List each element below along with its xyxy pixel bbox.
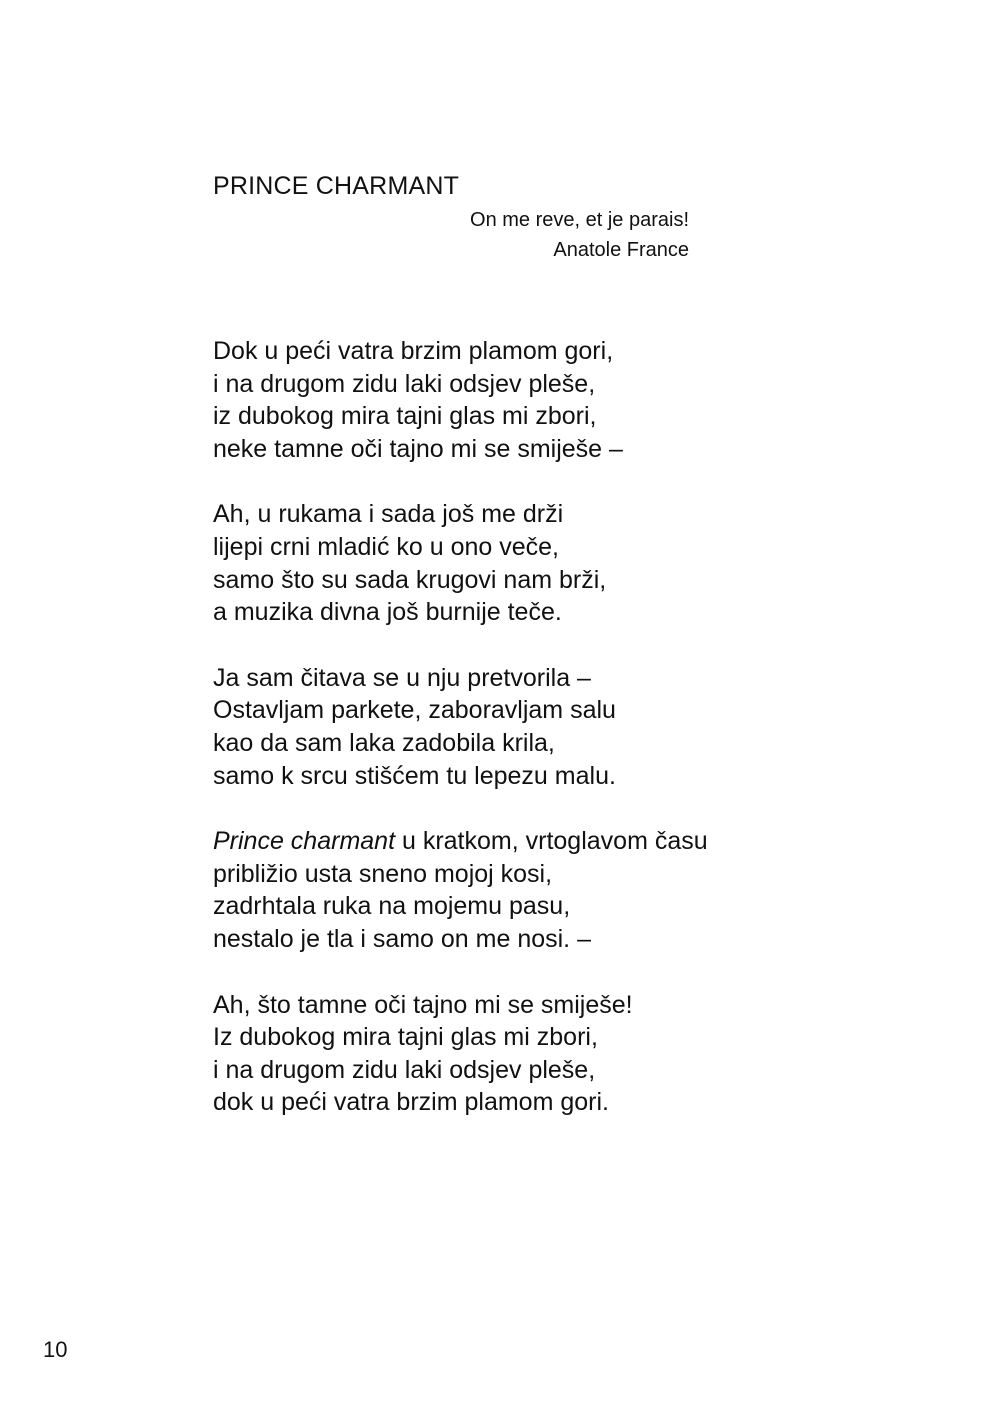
epigraph: [470, 205, 689, 265]
poem-body: [213, 335, 708, 1152]
epigraph-quote: On me reve, et je parais!: [470, 209, 689, 231]
poem-line: Ostavljam parkete, zaboravljam salu: [213, 696, 616, 725]
poem-line: dok u peći vatra brzim plamom gori.: [213, 1088, 609, 1117]
poem-line: približio usta sneno mojoj kosi,: [213, 859, 553, 888]
poem-line: Ah, u rukama i sada još me drži: [213, 500, 564, 529]
poem-line: a muzika divna još burnije teče.: [213, 598, 562, 627]
stanza-4: [213, 825, 708, 955]
poem-line: iz dubokog mira tajni glas mi zbori,: [213, 402, 597, 431]
poem-line: i na drugom zidu laki odsjev pleše,: [213, 1055, 596, 1084]
italic-phrase: Prince charmant: [213, 827, 396, 856]
poem-line: neke tamne oči tajno mi se smiješe –: [213, 434, 623, 463]
poem-line: samo što su sada krugovi nam brži,: [213, 565, 607, 594]
poem-line: Dok u peći vatra brzim plamom gori,: [213, 337, 614, 365]
poem-line-mixed: [213, 825, 708, 858]
poem-line: Ja sam čitava se u nju pretvorila –: [213, 663, 591, 692]
poem-line: zadrhtala ruka na mojemu pasu,: [213, 892, 571, 921]
stanza-5: [213, 989, 708, 1119]
page-number: 10: [43, 1337, 68, 1362]
poem-line: i na drugom zidu laki odsjev pleše,: [213, 369, 596, 398]
poem-title: PRINCE CHARMANT: [213, 172, 460, 200]
poem-line: nestalo je tla i samo on me nosi. –: [213, 924, 591, 953]
poem-line: Ah, što tamne oči tajno mi se smiješe!: [213, 990, 633, 1019]
poem-line: lijepi crni mladić ko u ono veče,: [213, 532, 559, 561]
epigraph-author: Anatole France: [553, 239, 689, 261]
poem-line: samo k srcu stišćem tu lepezu malu.: [213, 761, 616, 790]
poem-line: kao da sam laka zadobila krila,: [213, 728, 555, 757]
line-remainder: u kratkom, vrtoglavom času: [395, 827, 708, 856]
poem-line: Iz dubokog mira tajni glas mi zbori,: [213, 1023, 598, 1052]
stanza-3: [213, 662, 708, 792]
stanza-1: [213, 335, 708, 465]
stanza-2: [213, 498, 708, 628]
